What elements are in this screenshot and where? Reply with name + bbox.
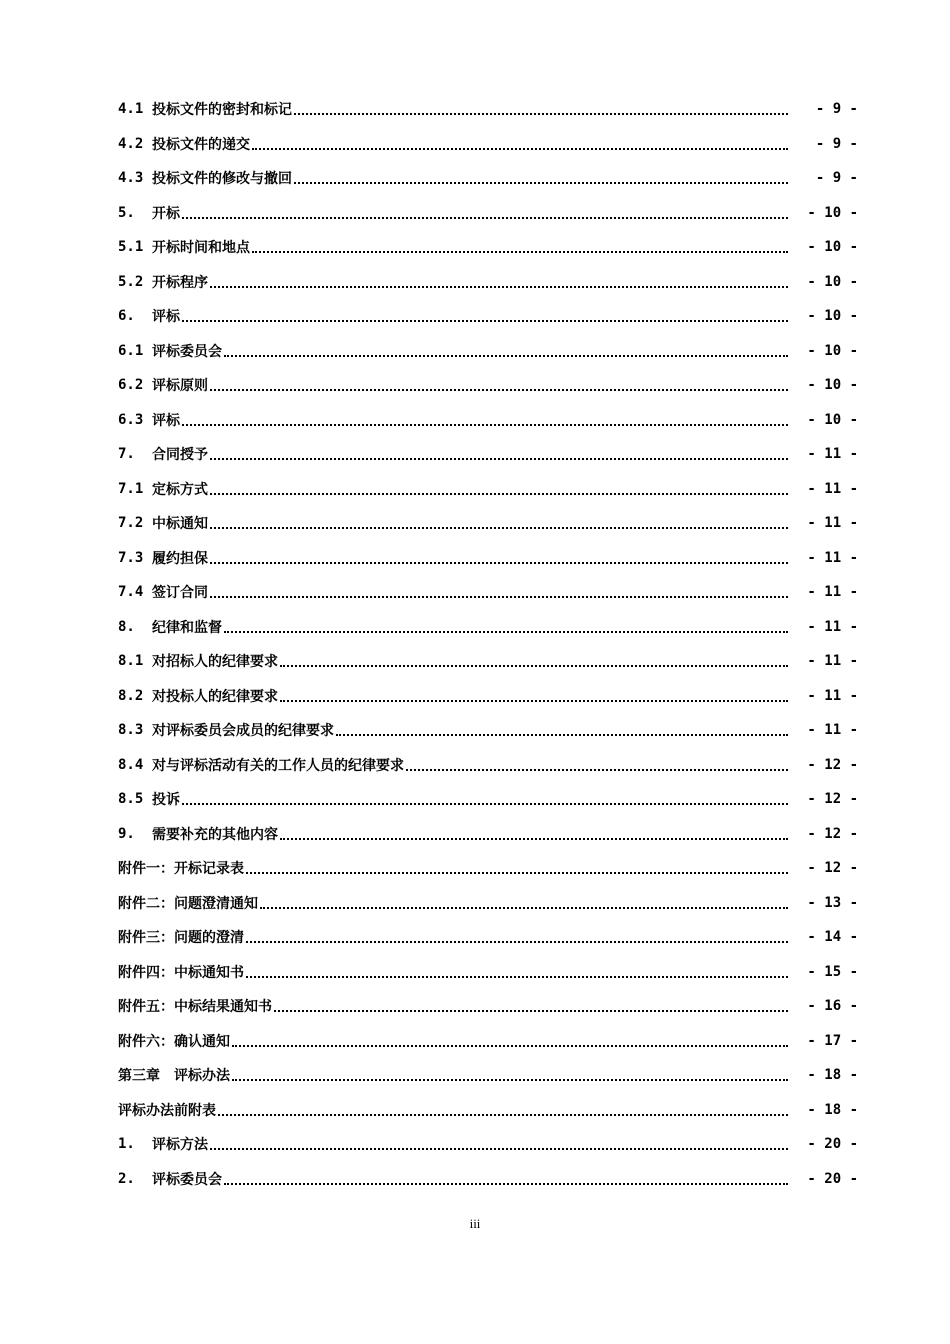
toc-entry[interactable]: [118, 506, 858, 541]
toc-leader-dots: [210, 562, 788, 564]
toc-entry-title: 评标: [152, 309, 180, 326]
toc-entry-title: 投诉: [152, 792, 180, 809]
toc-entry-number: 6.2: [118, 377, 144, 394]
toc-entry[interactable]: [118, 1162, 858, 1197]
toc-entry-page: - 13 -: [807, 894, 858, 911]
toc-entry[interactable]: [118, 1058, 858, 1093]
toc-entry-title: 投标文件的密封和标记: [152, 102, 292, 119]
toc-entry-number: 5.2: [118, 273, 144, 290]
toc-entry-number: 5.: [118, 204, 135, 221]
toc-entry-number: 7.4: [118, 584, 144, 601]
toc-leader-dots: [224, 355, 788, 357]
toc-entry[interactable]: [118, 196, 858, 231]
toc-entry-page: - 17 -: [807, 1032, 858, 1049]
toc-entry-page: - 9 -: [815, 135, 858, 152]
toc-entry[interactable]: [118, 886, 858, 921]
toc-entry-title: 对评标委员会成员的纪律要求: [152, 723, 334, 740]
toc-entry-page: - 10 -: [807, 273, 858, 290]
toc-entry-title: 对投标人的纪律要求: [152, 688, 278, 705]
toc-entry[interactable]: [118, 920, 858, 955]
toc-entry-number: 4.2: [118, 135, 144, 152]
toc-entry[interactable]: [118, 575, 858, 610]
toc-leader-dots: [224, 1183, 788, 1185]
toc-leader-dots: [294, 113, 788, 115]
toc-entry-title: 附件一：开标记录表: [118, 861, 244, 878]
toc-leader-dots: [182, 803, 788, 805]
toc-entry[interactable]: [118, 230, 858, 265]
toc-leader-dots: [182, 424, 788, 426]
toc-entry-page: - 18 -: [807, 1101, 858, 1118]
toc-entry[interactable]: [118, 679, 858, 714]
page-number: iii: [469, 1216, 481, 1231]
toc-entry[interactable]: [118, 437, 858, 472]
toc-entry-page: - 15 -: [807, 963, 858, 980]
toc-entry-page: - 14 -: [807, 929, 858, 946]
toc-entry[interactable]: [118, 92, 858, 127]
toc-entry-title: 附件二：问题澄清通知: [118, 895, 258, 912]
toc-entry-page: - 20 -: [807, 1136, 858, 1153]
toc-entry-page: - 12 -: [807, 825, 858, 842]
toc-entry-title: 开标程序: [152, 274, 208, 291]
toc-entry[interactable]: [118, 127, 858, 162]
toc-entry-number: 8.2: [118, 687, 144, 704]
toc-entry-number: 8.3: [118, 722, 144, 739]
toc-entry[interactable]: [118, 955, 858, 990]
toc-entry-number: 6.1: [118, 342, 144, 359]
toc-entry-title: 履约担保: [152, 550, 208, 567]
toc-entry[interactable]: [118, 1024, 858, 1059]
toc-entry-title: 对招标人的纪律要求: [152, 654, 278, 671]
toc-leader-dots: [280, 665, 788, 667]
toc-entry-number: 4.3: [118, 170, 144, 187]
toc-entry-title: 合同授予: [152, 447, 208, 464]
toc-leader-dots: [210, 1148, 788, 1150]
toc-entry-page: - 10 -: [807, 239, 858, 256]
toc-entry-number: 7.3: [118, 549, 144, 566]
toc-leader-dots: [232, 1079, 788, 1081]
toc-entry-title: 评标: [152, 412, 180, 429]
toc-leader-dots: [294, 182, 788, 184]
toc-entry[interactable]: [118, 403, 858, 438]
toc-entry-title: 附件三：问题的澄清: [118, 930, 244, 947]
toc-entry-number: 9.: [118, 825, 135, 842]
toc-entry-page: - 18 -: [807, 1067, 858, 1084]
toc-leader-dots: [336, 734, 788, 736]
toc-entry[interactable]: [118, 644, 858, 679]
toc-entry-page: - 9 -: [815, 101, 858, 118]
toc-leader-dots: [246, 872, 788, 874]
toc-entry-page: - 11 -: [807, 653, 858, 670]
toc-entry-number: 5.1: [118, 239, 144, 256]
toc-leader-dots: [252, 251, 788, 253]
toc-leader-dots: [210, 493, 788, 495]
toc-entry-title: 附件五：中标结果通知书: [118, 999, 272, 1016]
toc-entry-page: - 12 -: [807, 860, 858, 877]
toc-entry-page: - 20 -: [807, 1170, 858, 1187]
toc-entry[interactable]: [118, 299, 858, 334]
toc-leader-dots: [210, 389, 788, 391]
toc-entry-number: 2.: [118, 1170, 135, 1187]
toc-entry-title: 评标委员会: [152, 343, 222, 360]
toc-entry-page: - 12 -: [807, 756, 858, 773]
toc-entry-page: - 11 -: [807, 618, 858, 635]
toc-entry[interactable]: [118, 989, 858, 1024]
toc-entry-page: - 11 -: [807, 549, 858, 566]
toc-entry-number: 8.4: [118, 756, 144, 773]
toc-entry-title: 签订合同: [152, 585, 208, 602]
toc-entry[interactable]: [118, 1093, 858, 1128]
toc-entry-number: 8.1: [118, 653, 144, 670]
toc-entry[interactable]: [118, 713, 858, 748]
toc-entry-number: 6.3: [118, 411, 144, 428]
toc-leader-dots: [210, 527, 788, 529]
toc-entry[interactable]: [118, 161, 858, 196]
toc-entry-number: 8.: [118, 618, 135, 635]
toc-entry-page: - 11 -: [807, 584, 858, 601]
toc-entry-page: - 10 -: [807, 342, 858, 359]
toc-leader-dots: [280, 700, 788, 702]
toc-entry-page: - 12 -: [807, 791, 858, 808]
toc-leader-dots: [182, 217, 788, 219]
toc-entry-title: 投标文件的递交: [152, 136, 250, 153]
toc-entry[interactable]: [118, 610, 858, 645]
toc-entry-title: 纪律和监督: [152, 619, 222, 636]
toc-leader-dots: [210, 286, 788, 288]
toc-entry[interactable]: [118, 817, 858, 852]
toc-entry-page: - 10 -: [807, 308, 858, 325]
toc-entry-page: - 11 -: [807, 446, 858, 463]
toc-leader-dots: [224, 631, 788, 633]
toc-leader-dots: [260, 907, 788, 909]
toc-entry[interactable]: [118, 748, 858, 783]
toc-entry[interactable]: [118, 541, 858, 576]
toc-leader-dots: [406, 769, 788, 771]
toc-entry-number: 7.2: [118, 515, 144, 532]
toc-entry[interactable]: [118, 782, 858, 817]
toc-leader-dots: [210, 596, 788, 598]
toc-entry[interactable]: [118, 472, 858, 507]
toc-entry-number: 4.1: [118, 101, 144, 118]
toc-leader-dots: [252, 148, 788, 150]
toc-leader-dots: [182, 320, 788, 322]
toc-entry-number: 1.: [118, 1136, 135, 1153]
toc-entry[interactable]: [118, 334, 858, 369]
toc-entry-title: 中标通知: [152, 516, 208, 533]
toc-entry-page: - 11 -: [807, 480, 858, 497]
toc-entry-title: 对与评标活动有关的工作人员的纪律要求: [152, 757, 404, 774]
toc-entry-title: 定标方式: [152, 481, 208, 498]
toc-entry-title: 附件四：中标通知书: [118, 964, 244, 981]
toc-entry-title: 投标文件的修改与撤回: [152, 171, 292, 188]
toc-leader-dots: [274, 1010, 788, 1012]
toc-entry-page: - 16 -: [807, 998, 858, 1015]
toc-leader-dots: [210, 458, 788, 460]
toc-entry-page: - 10 -: [807, 204, 858, 221]
toc-leader-dots: [218, 1114, 788, 1116]
toc-entry-title: 评标方法: [152, 1137, 208, 1154]
toc-entry[interactable]: [118, 368, 858, 403]
toc-entry-number: 7.: [118, 446, 135, 463]
toc-entry-title: 评标原则: [152, 378, 208, 395]
toc-entry-title: 第三章 评标办法: [118, 1068, 230, 1085]
toc-entry[interactable]: [118, 1127, 858, 1162]
toc-entry-title: 需要补充的其他内容: [152, 826, 278, 843]
toc-entry-number: 7.1: [118, 480, 144, 497]
toc-entry-page: - 11 -: [807, 722, 858, 739]
toc-entry-title: 开标: [152, 205, 180, 222]
toc-entry-title: 附件六：确认通知: [118, 1033, 230, 1050]
toc-leader-dots: [246, 976, 788, 978]
toc-entry-page: - 10 -: [807, 411, 858, 428]
toc-entry-number: 8.5: [118, 791, 144, 808]
toc-entry[interactable]: [118, 851, 858, 886]
toc-leader-dots: [246, 941, 788, 943]
toc-entry-page: - 9 -: [815, 170, 858, 187]
toc-leader-dots: [232, 1045, 788, 1047]
toc-entry[interactable]: [118, 265, 858, 300]
toc-entry-title: 开标时间和地点: [152, 240, 250, 257]
toc-entry-page: - 11 -: [807, 687, 858, 704]
toc-entry-title: 评标办法前附表: [118, 1102, 216, 1119]
toc-entry-page: - 10 -: [807, 377, 858, 394]
table-of-contents: [118, 92, 858, 1196]
toc-entry-page: - 11 -: [807, 515, 858, 532]
toc-entry-number: 6.: [118, 308, 135, 325]
toc-entry-title: 评标委员会: [152, 1171, 222, 1188]
toc-leader-dots: [280, 838, 788, 840]
